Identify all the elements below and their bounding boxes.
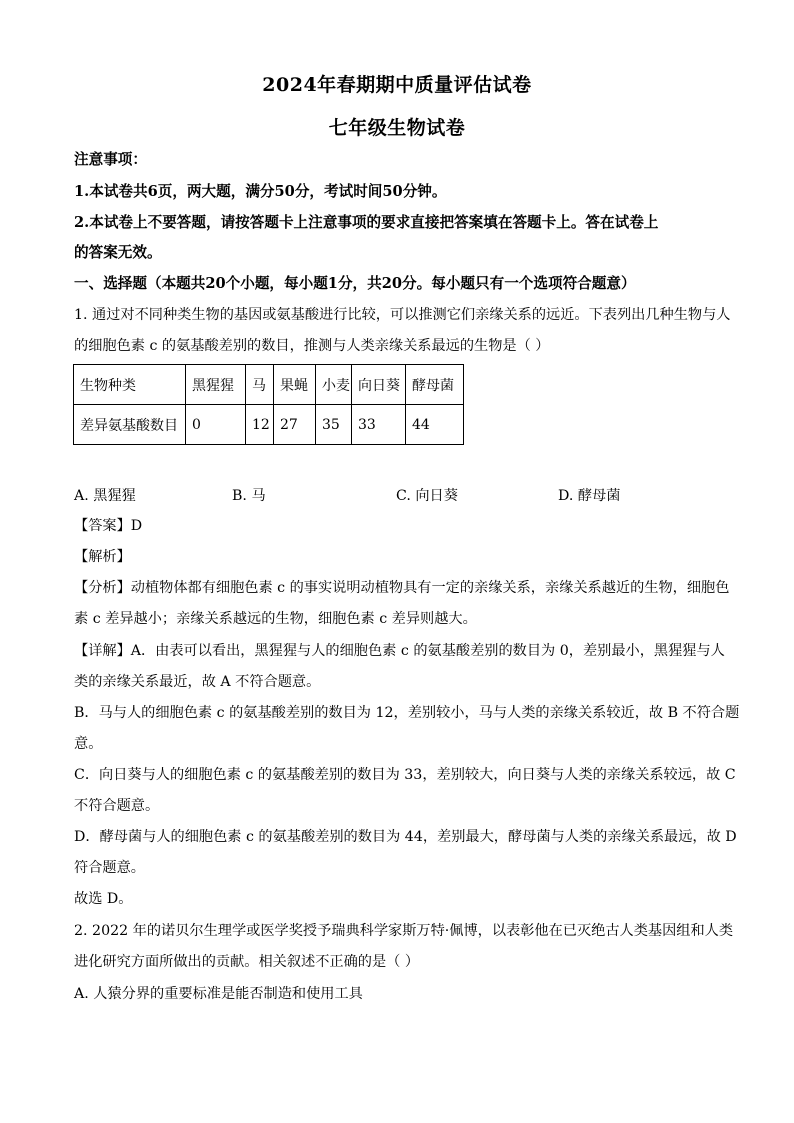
q1-detail-d-line-1: D．酵母菌与人的细胞色素 c 的氨基酸差别的数目为 44，差别最大，酵母菌与人类的亲缘关系最远，故 D [74, 829, 737, 845]
q1-fenxi-line-2: 素 c 差异越小；亲缘关系越远的生物，细胞色素 c 差异则越大。 [74, 611, 477, 627]
notice-item-1: 1.本试卷共6页，两大题，满分50分，考试时间50分钟。 [74, 183, 447, 200]
notice-heading: 注意事项： [74, 151, 147, 168]
q2-stem-line-1: 2. 2022 年的诺贝尔生理学或医学奖授予瑞典科学家斯万特·佩博，以表彰他在已灭绝古人类基因组和人类 [74, 923, 734, 939]
q1-option-c: C. 向日葵 [396, 488, 458, 504]
table-cell: 果蝇 [274, 365, 316, 405]
section-heading: 一、选择题（本题共20个小题，每小题1分，共20分。每小题只有一个选项符合题意） [74, 275, 636, 292]
table-row [74, 405, 464, 445]
table-cell: 27 [274, 405, 316, 445]
q1-options [74, 485, 734, 505]
q1-data-table [73, 364, 464, 445]
table-cell: 12 [246, 405, 274, 445]
table-cell: 差异氨基酸数目 [74, 405, 186, 445]
q1-detail-d-line-2: 符合题意。 [74, 860, 145, 876]
table-cell: 生物种类 [74, 365, 186, 405]
table-cell: 黑猩猩 [186, 365, 246, 405]
q1-detail-c-line-2: 不符合题意。 [74, 798, 160, 814]
q1-answer: 【答案】D [74, 518, 143, 534]
page-subtitle: 七年级生物试卷 [328, 117, 466, 139]
table-cell: 0 [186, 405, 246, 445]
q2-stem-line-2: 进化研究方面所做出的贡献。相关叙述不正确的是（ ） [74, 954, 420, 970]
q1-stem-line-1: 1. 通过对不同种类生物的基因或氨基酸进行比较，可以推测它们亲缘关系的远近。下表列出几种生物与人 [74, 307, 731, 323]
table-cell: 44 [406, 405, 464, 445]
q1-fenxi-line-1: 【分析】动植物体都有细胞色素 c 的事实说明动植物具有一定的亲缘关系，亲缘关系越近的生物，细胞色 [74, 580, 730, 596]
q1-detail-a-line-2: 类的亲缘关系最近，故 A 不符合题意。 [74, 674, 321, 690]
q1-option-d: D. 酵母菌 [558, 488, 621, 504]
notice-item-2-line-2: 的答案无效。 [74, 244, 162, 261]
table-cell: 酵母菌 [406, 365, 464, 405]
table-cell: 33 [352, 405, 406, 445]
q1-detail-a-line-1: 【详解】A．由表可以看出，黑猩猩与人的细胞色素 c 的氨基酸差别的数目为 0，差别最小，黑猩猩与人 [74, 643, 725, 659]
table-cell: 向日葵 [352, 365, 406, 405]
page-title: 2024年春期期中质量评估试卷 [262, 74, 532, 96]
notice-item-2-line-1: 2.本试卷上不要答题，请按答题卡上注意事项的要求直接把答案填在答题卡上。答在试卷上 [74, 214, 659, 231]
q1-option-a: A. 黑猩猩 [74, 488, 136, 504]
q1-analysis-label: 【解析】 [74, 549, 131, 565]
q1-detail-c-line-1: C．向日葵与人的细胞色素 c 的氨基酸差别的数目为 33，差别较大，向日葵与人类的亲缘关系较远，故 C [74, 767, 736, 783]
q1-stem-line-2: 的细胞色素 c 的氨基酸差别的数目，推测与人类亲缘关系最远的生物是（ ） [74, 338, 550, 354]
q1-option-b: B. 马 [232, 488, 266, 504]
table-cell: 35 [316, 405, 352, 445]
q2-option-a: A. 人猿分界的重要标准是能否制造和使用工具 [74, 986, 363, 1002]
q1-conclusion: 故选 D。 [74, 891, 133, 907]
q1-detail-b-line-2: 意。 [74, 736, 103, 752]
table-cell: 马 [246, 365, 274, 405]
table-header-row [74, 365, 464, 405]
q1-detail-b-line-1: B．马与人的细胞色素 c 的氨基酸差别的数目为 12，差别较小，马与人类的亲缘关系较近，故 B 不符合题 [74, 705, 740, 721]
table-cell: 小麦 [316, 365, 352, 405]
